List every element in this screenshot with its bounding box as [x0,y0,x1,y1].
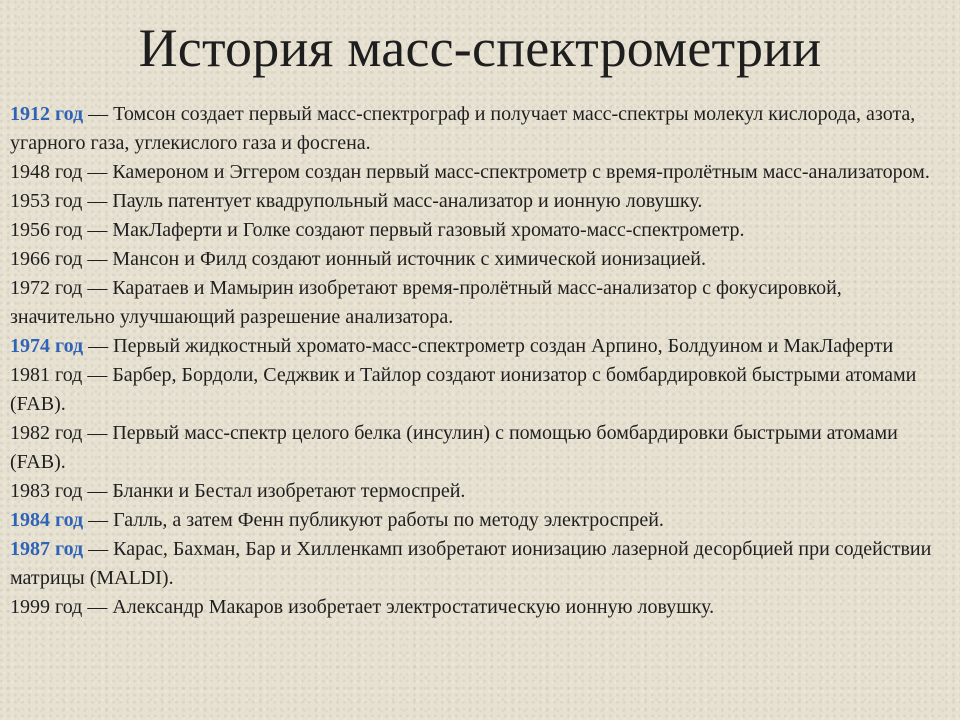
entry-year: 1999 год [10,596,83,618]
entry-text: — Карас, Бахман, Бар и Хилленкамп изобретают ионизацию лазерной десорбцией при содействии матрицы (MALDI). [10,538,932,589]
slide-title: История масс-спектрометрии [138,18,822,78]
timeline-entry-1981 [10,361,940,419]
entry-year: 1953 год [10,190,83,212]
timeline-entry-1987 [10,535,940,593]
timeline-entry-1982 [10,419,940,477]
entry-text: — Барбер, Бордоли, Седжвик и Тайлор создают ионизатор с бомбардировкой быстрыми атомами (FAB). [10,364,917,415]
timeline-entry-1966 [10,245,940,274]
timeline-entry-1912 [10,100,940,158]
entry-year: 1983 год [10,480,83,502]
entry-text: — Камероном и Эггером создан первый масс-спектрометр с время-пролётным масс-анализатором. [82,161,930,183]
entry-text: — Александр Макаров изобретает электростатическую ионную ловушку. [82,596,715,618]
timeline-entry-1948 [10,158,940,187]
entry-text: — МакЛаферти и Голке создают первый газовый хромато-масс-спектрометр. [82,219,745,241]
timeline-entry-1972 [10,274,940,332]
timeline-entry-1999 [10,593,940,622]
entry-year: 1956 год [10,219,83,241]
entry-year: 1981 год [10,364,83,386]
entry-text: — Галль, а затем Фенн публикуют работы по методу электроспрей. [83,509,664,531]
timeline-entry-1956 [10,216,940,245]
entry-text: — Мансон и Филд создают ионный источник с химической ионизацией. [82,248,707,270]
entry-year: 1982 год [10,422,83,444]
entry-text: — Первый масс-спектр целого белка (инсулин) с помощью бомбардировки быстрыми атомами (FAB). [10,422,898,473]
timeline-entry-1983 [10,477,940,506]
entry-year: 1948 год [10,161,83,183]
entry-text: — Каратаев и Мамырин изобретают время-пролётный масс-анализатор с фокусировкой, значительно улучшающий разрешение анализатора. [10,277,842,328]
entry-text: — Пауль патентует квадрупольный масс-анализатор и ионную ловушку. [82,190,703,212]
entry-year: 1966 год [10,248,83,270]
entry-text: — Первый жидкостный хромато-масс-спектрометр создан Арпино, Болдуином и МакЛаферти [83,335,894,357]
entry-text: — Бланки и Бестал изобретают термоспрей. [82,480,466,502]
entry-year: 1912 год [10,103,84,125]
entry-text: — Томсон создает первый масс-спектрограф и получает масс-спектры молекул кислорода, азота, угарного газа, углекислого газа и фосгена. [10,103,916,154]
timeline-entry-1984 [10,506,940,535]
entry-year: 1974 год [10,335,84,357]
entry-year: 1987 год [10,538,84,560]
entry-year: 1972 год [10,277,83,299]
timeline-entry-1974 [10,332,940,361]
timeline-entry-1953 [10,187,940,216]
timeline-list [10,100,940,622]
entry-year: 1984 год [10,509,84,531]
